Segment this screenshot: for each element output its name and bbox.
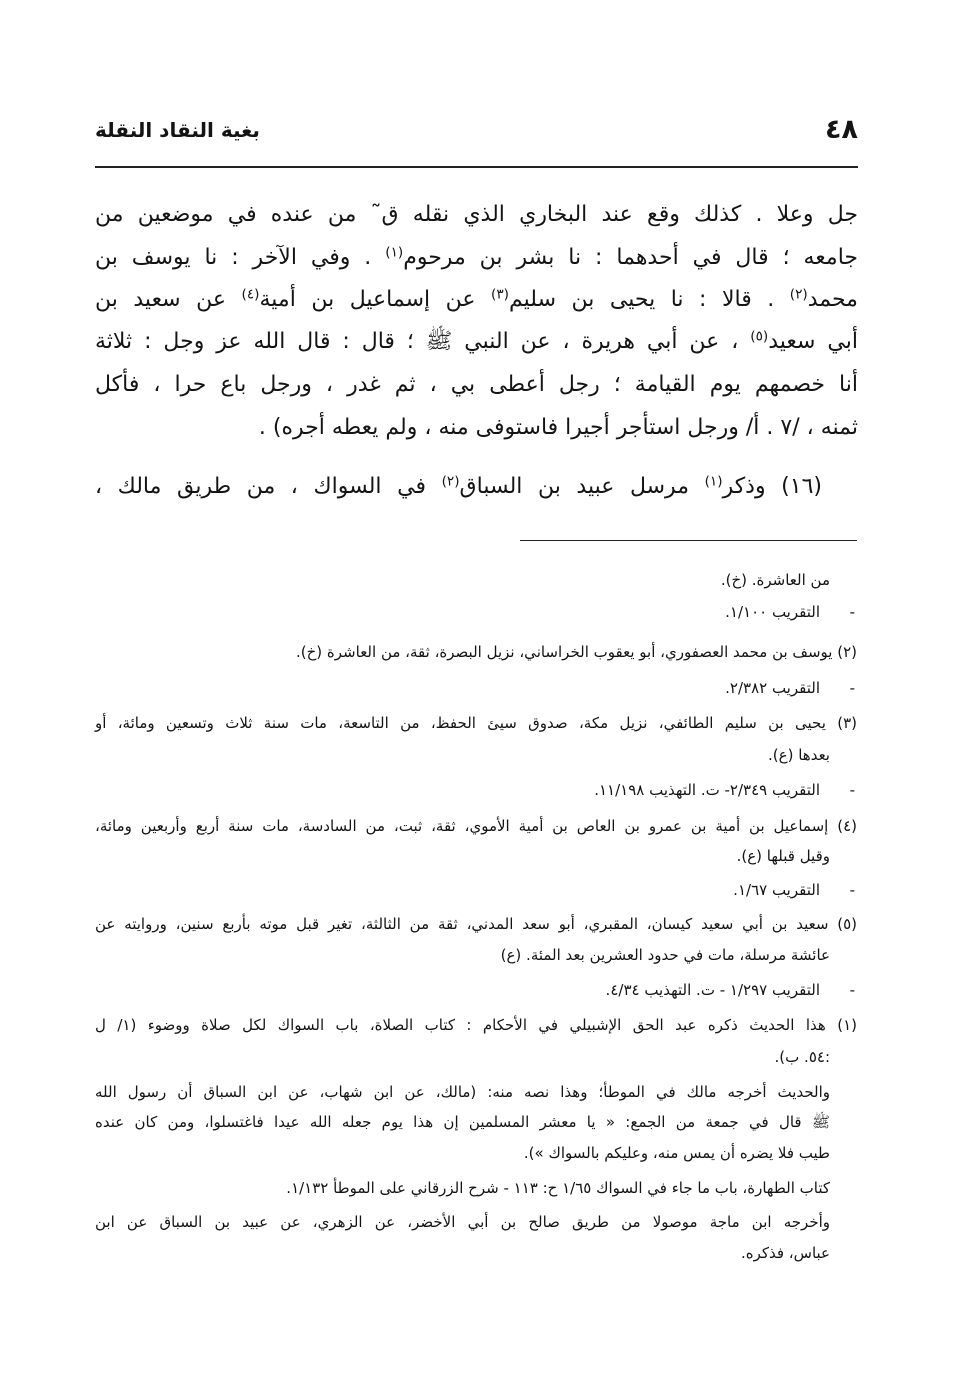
footnote-line: التقريب ٢/٣٨٢. [725,679,820,697]
running-title: بغية النقاد النقلة [95,118,260,142]
footnote-dash: - [849,881,855,899]
footnote-line: من العاشرة. (خ). [720,571,830,589]
footnote-line: التقريب ٢/٣٤٩- ت. التهذيب ١١/١٩٨. [594,781,820,799]
text-run: عن إسماعيل بن أمية [259,287,492,312]
text-run: ثمنه ، /٧ . أ/ ورجل استأجر أجيرا فاستوفى منه ، ولم يعطه أجره) . [258,415,858,440]
text-run: أنا خصمهم يوم القيامة ؛ رجل أعطى بي ، ثم غدر ، ورجل باع حرا ، فأكل [95,372,858,397]
footnote-line: :٥٤. ب). [774,1048,830,1066]
footnote-line: التقريب ١/٦٧. [733,881,820,899]
footnote-separator [520,540,857,541]
main-text-line [95,194,858,236]
text-run: ، عن أبي هريرة ، عن النبي ﷺ ؛ قال : قال الله عز وجل : ثلاثة [95,329,751,354]
footnote-dash: - [849,679,855,697]
footnote-line: بعدها (ع). [768,746,830,764]
footnote-line: (٥) سعيد بن أبي سعيد كيسان، المقبري، أبو سعد المدني، ثقة من الثالثة، تغير قبل موته بأربع سنين، وروايته عن [95,915,857,933]
footnote-line: (٤) إسماعيل بن أمية بن عمرو بن العاص بن أمية الأموي، ثقة، ثبت، من السادسة، مات سنة أربع وأربعين ومائة، [95,817,857,835]
footnote-line: كتاب الطهارة، باب ما جاء في السواك ١/٦٥ ح: ١١٣ - شرح الزرقاني على الموطأ ١/١٣٢. [286,1179,830,1197]
main-text-line [95,321,858,363]
page-number: ٤٨ [825,114,858,145]
text-run: . وفي الآخر : نا يوسف بن [95,245,386,270]
main-text-line [259,407,858,449]
footnote-dash: - [849,603,855,621]
text-run: (١٦) وذكر [722,474,822,499]
footnote-line: التقريب ١/٢٩٧ - ت. التهذيب ٤/٣٤. [605,981,820,999]
footnote-ref-marker: (٥) [750,328,769,345]
main-text-line [95,237,858,279]
text-run: محمد [807,287,858,312]
footnote-line: (١) هذا الحديث ذكره عبد الحق الإشبيلي في الأحكام : كتاب الصلاة، باب السواك لكل صلاة ووضوء (١/ ل [95,1016,857,1034]
text-run: أبي سعيد [768,329,858,354]
text-run: مرسل عبيد بن السباق [459,474,705,499]
text-run: في السواك ، من طريق مالك ، [95,474,442,499]
main-text-line [95,279,858,321]
footnote-dash: - [849,781,855,799]
footnote-line: والحديث أخرجه مالك في الموطأ؛ وهذا نصه منه: (مالك، عن ابن شهاب، عن ابن السباق أن رسول الله [95,1083,830,1101]
footnote-line: التقريب ١/١٠٠. [725,603,820,621]
footnote-line: (٣) يحيى بن سليم الطائفي، نزيل مكة، صدوق سيئ الحفظ، من التاسعة، مات سنة ثلاث وتسعين ومائة، أو [95,714,857,732]
footnote-ref-marker: (٢) [441,473,460,490]
footnote-line: عائشة مرسلة، مات في حدود العشرين بعد المئة. (ع) [500,946,830,964]
footnote-ref-marker: (١) [704,473,723,490]
footnote-dash: - [849,981,855,999]
footnote-line: عباس، فذكره. [740,1244,830,1262]
text-run: جامعه ؛ قال في أحدهما : نا بشر بن مرحوم [403,245,858,270]
footnote-line: (٢) يوسف بن محمد العصفوري، أبو يعقوب الخراساني، نزيل البصرة، ثقة، من العاشرة (خ). [296,643,857,661]
footnote-line: طيب فلا يضره أن يمس منه، وعليكم بالسواك »). [523,1144,830,1162]
footnote-ref-marker: (٢) [789,286,808,303]
header-rule [95,166,858,168]
footnote-line: وقيل قبلها (ع). [736,847,830,865]
footnote-ref-marker: (٣) [491,286,509,303]
main-text-line [95,466,822,508]
text-run: . قالا : نا يحيى بن سليم [509,287,790,312]
footnote-line: ﷺ قال في جمعة من الجمع: « يا معشر المسلمين إن هذا يوم جعله الله عيدا فاغتسلوا، ومن كان عنده [95,1113,830,1131]
footnote-line: وأخرجه ابن ماجة موصولا من طريق صالح بن أبي الأخضر، عن الزهري، عن عبيد بن السباق عن ابن [95,1213,830,1231]
main-text-line [95,364,858,406]
text-run: جل وعلا . كذلك وقع عند البخاري الذي نقله ق˜ من عنده في موضعين من [95,202,858,227]
footnote-ref-marker: (٤) [241,286,260,303]
footnote-ref-marker: (١) [385,244,404,261]
text-run: عن سعيد بن [95,287,242,312]
